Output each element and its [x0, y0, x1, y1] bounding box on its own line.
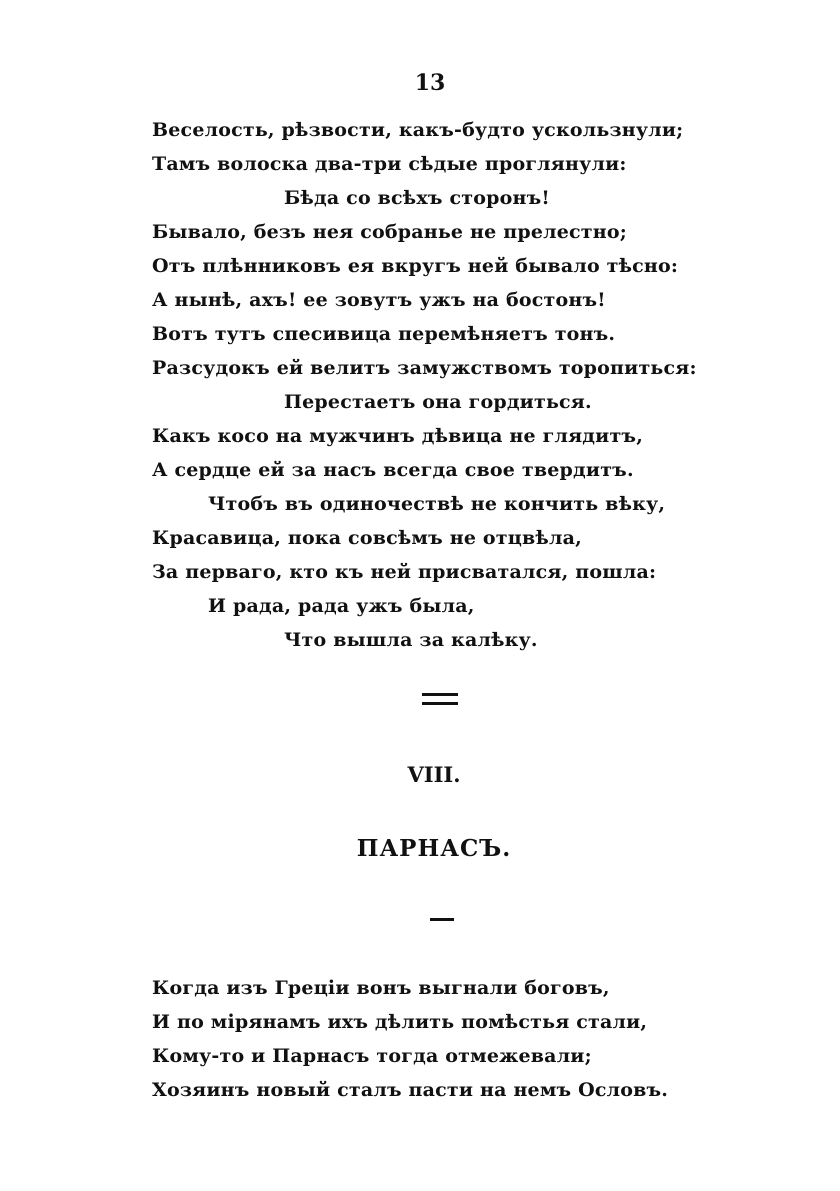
poem-line: Когда изъ Греціи вонъ выгнали боговъ,	[152, 977, 610, 999]
poem-line: Что вышла за калѣку.	[284, 629, 538, 651]
poem-line: Бѣда со всѣхъ сторонъ!	[284, 187, 550, 209]
poem-line: Отъ плѣнниковъ ея вкругъ ней бывало тѣсно:	[152, 255, 679, 277]
poem-line: А нынѣ, ахъ! ее зовутъ ужъ на бостонъ!	[152, 289, 606, 311]
divider-bottom-bar	[422, 702, 458, 705]
section-number: VIII.	[407, 762, 461, 787]
poem-line: Чтобъ въ одиночествѣ не кончить вѣку,	[208, 493, 666, 515]
page-number: 13	[414, 70, 446, 96]
poem-line: Тамъ волоска два-три сѣдые проглянули:	[152, 153, 627, 175]
poem-line: Красавица, пока совсѣмъ не отцвѣла,	[152, 527, 582, 549]
poem-line: Веселость, рѣзвости, какъ-будто ускользнули;	[152, 119, 684, 141]
poem-line: Перестаетъ она гордиться.	[284, 391, 592, 413]
title-dash	[430, 918, 454, 921]
poem-line: Бывало, безъ нея собранье не прелестно;	[152, 221, 627, 243]
poem-line: Какъ косо на мужчинъ дѣвица не глядитъ,	[152, 425, 644, 447]
poem-line: Хозяинъ новый сталъ пасти на немъ Ословъ.	[152, 1079, 669, 1101]
section-title: ПАРНАСЪ.	[356, 835, 512, 862]
poem-line: Вотъ тутъ спесивица перемѣняетъ тонъ.	[152, 323, 616, 345]
poem-line: А сердце ей за насъ всегда свое твердитъ.	[152, 459, 634, 481]
poem-line: Разсудокъ ей велитъ замужствомъ торопиться:	[152, 357, 697, 379]
poem-line: Кому-то и Парнасъ тогда отмежевали;	[152, 1045, 592, 1067]
poem-line: И рада, рада ужъ была,	[208, 595, 475, 617]
poem-line: За перваго, кто къ ней присватался, пошла:	[152, 561, 657, 583]
poem-line: И по мірянамъ ихъ дѣлить помѣстья стали,	[152, 1011, 648, 1033]
divider-top-bar	[422, 693, 458, 696]
